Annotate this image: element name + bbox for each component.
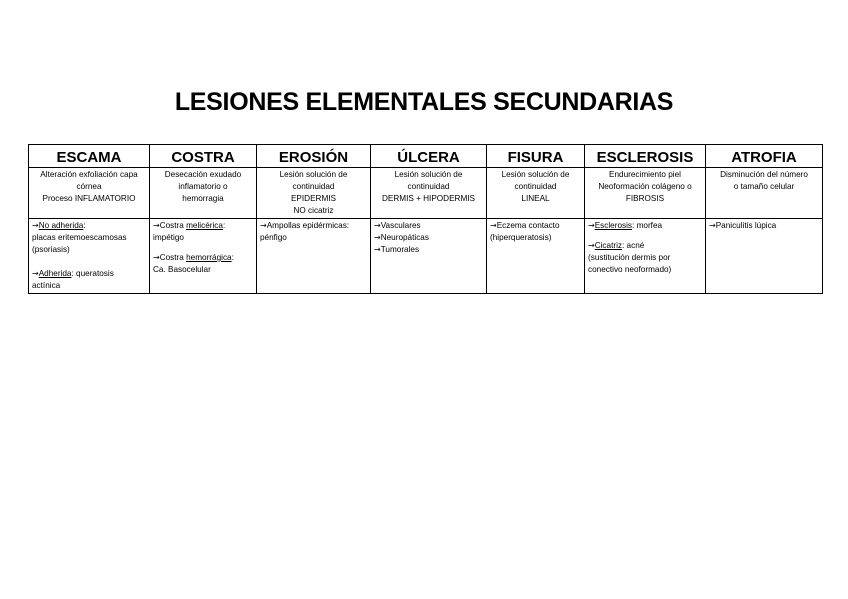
column-header-4: FISURA (487, 145, 585, 168)
arrow-icon: → (374, 233, 381, 242)
definition-cell (150, 168, 257, 219)
example-detail: impétigo (153, 233, 184, 242)
example-item (32, 220, 146, 232)
definition-line: continuidad (514, 182, 557, 191)
definition-line: Lesión solución de (501, 170, 570, 179)
definition-line: DERMIS + HIPODERMIS (381, 194, 476, 203)
definition-cell (706, 168, 823, 219)
definition-line: hemorragia (182, 194, 224, 203)
example-text: Vasculares (380, 221, 421, 230)
example-detail: (sustitución dermis por (588, 253, 671, 262)
example-suffix: : (231, 253, 234, 262)
examples-cell (585, 219, 706, 294)
definition-line: continuidad (407, 182, 450, 191)
example-term: melicérica (186, 221, 223, 230)
definition-line: EPIDERMIS (290, 194, 337, 203)
example-suffix: : morfea (632, 221, 663, 230)
example-item (374, 220, 483, 232)
example-term: Cicatriz (594, 241, 622, 250)
spacer (153, 244, 253, 252)
examples-cell (257, 219, 371, 294)
arrow-icon: → (32, 269, 39, 278)
arrow-icon: → (153, 221, 160, 230)
example-detail: (hiperqueratosis) (490, 233, 552, 242)
arrow-icon: → (490, 221, 497, 230)
examples-cell (29, 219, 150, 294)
example-text: Neuropáticas (380, 233, 429, 242)
examples-row (29, 219, 823, 294)
column-header-3: ÚLCERA (371, 145, 487, 168)
example-text: Costra (159, 253, 187, 262)
arrow-icon: → (709, 221, 716, 230)
definition-cell (487, 168, 585, 219)
arrow-icon: → (32, 221, 39, 230)
definition-line: Alteración exfoliación capa (40, 170, 138, 179)
example-detail: Ca. Basocelular (153, 265, 211, 274)
column-header-0: ESCAMA (29, 145, 150, 168)
example-term: Esclerosis (594, 221, 633, 230)
definition-line: LINEAL (521, 194, 550, 203)
examples-cell (487, 219, 585, 294)
definition-cell (371, 168, 487, 219)
example-suffix: : queratosis (71, 269, 114, 278)
column-header-2: EROSIÓN (257, 145, 371, 168)
example-text: Costra (159, 221, 187, 230)
column-header-5: ESCLEROSIS (585, 145, 706, 168)
arrow-icon: → (588, 221, 595, 230)
example-detail: actínica (32, 281, 61, 290)
definition-cell (257, 168, 371, 219)
definition-cell (585, 168, 706, 219)
example-item (153, 220, 253, 232)
definition-cell (29, 168, 150, 219)
example-item (588, 220, 702, 232)
example-term: No adherida (38, 221, 84, 230)
definition-line: Disminución del número (720, 170, 808, 179)
definition-line: Endurecimiento piel (609, 170, 681, 179)
definition-line: NO cicatriz (293, 206, 334, 215)
column-header-6: ATROFIA (706, 145, 823, 168)
column-header-1: COSTRA (150, 145, 257, 168)
example-detail: pénfigo (260, 233, 287, 242)
arrow-icon: → (374, 221, 381, 230)
example-suffix: : (222, 221, 226, 230)
example-suffix: : acné (622, 241, 645, 250)
spacer (588, 232, 702, 240)
definition-line: Desecación exudado (164, 170, 242, 179)
definition-line: FIBROSIS (625, 194, 665, 203)
header-row (29, 145, 823, 168)
example-item (709, 220, 819, 232)
example-item (490, 220, 581, 232)
example-item (588, 240, 702, 252)
lesions-table (28, 144, 823, 294)
example-detail: (psoriasis) (32, 245, 70, 254)
example-text: Tumorales (380, 245, 420, 254)
definition-line: inflamatorio o (178, 182, 228, 191)
example-detail: conectivo neoformado) (588, 265, 672, 274)
example-suffix: : (83, 221, 86, 230)
definition-line: Lesión solución de (279, 170, 348, 179)
example-text: Ampollas epidérmicas: (266, 221, 350, 230)
example-text: Eczema contacto (496, 221, 560, 230)
definition-line: Lesión solución de (394, 170, 463, 179)
definition-line: Proceso INFLAMATORIO (42, 194, 136, 203)
example-term: hemorrágica (186, 253, 232, 262)
definition-row (29, 168, 823, 219)
arrow-icon: → (153, 253, 160, 262)
spacer (32, 256, 146, 268)
examples-cell (371, 219, 487, 294)
examples-cell (706, 219, 823, 294)
example-text: Paniculitis lúpica (715, 221, 777, 230)
definition-line: continuidad (292, 182, 335, 191)
definition-line: córnea (76, 182, 102, 191)
arrow-icon: → (374, 245, 381, 254)
example-item (32, 268, 146, 280)
arrow-icon: → (260, 221, 267, 230)
example-item (153, 252, 253, 264)
definition-line: o tamaño celular (733, 182, 795, 191)
page-title: LESIONES ELEMENTALES SECUNDARIAS (174, 88, 674, 116)
example-term: Adherida (38, 269, 72, 278)
arrow-icon: → (588, 241, 595, 250)
definition-line: Neoformación colágeno o (598, 182, 692, 191)
example-item (374, 244, 483, 256)
example-detail: placas eritemoescamosas (32, 233, 127, 242)
example-item (260, 220, 367, 232)
examples-cell (150, 219, 257, 294)
example-item (374, 232, 483, 244)
